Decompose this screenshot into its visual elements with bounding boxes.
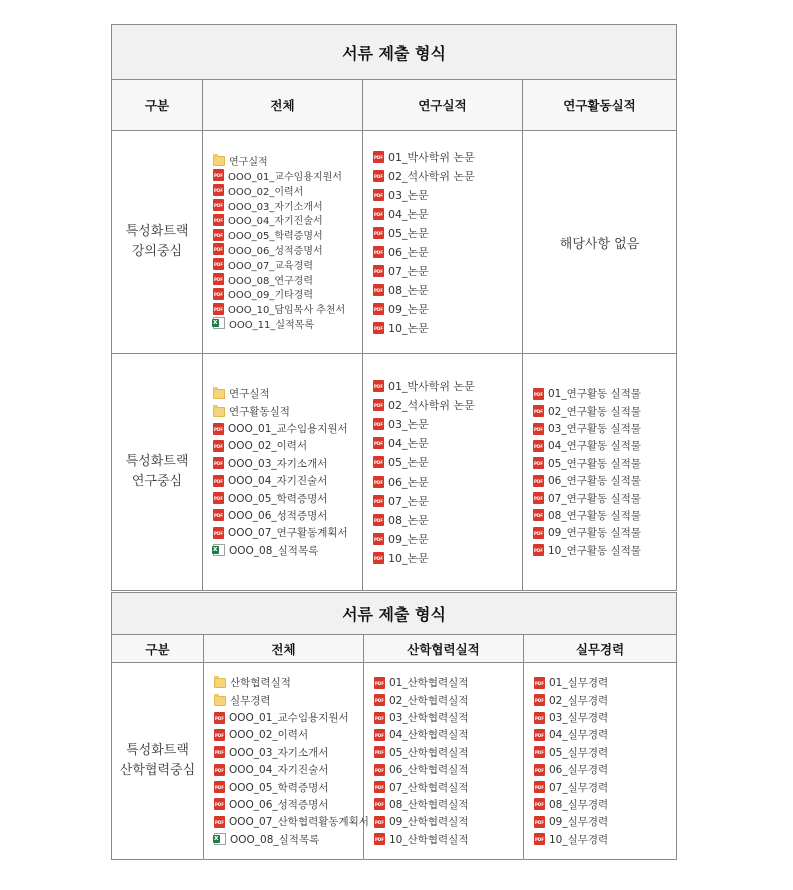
pdf-icon [534,712,545,724]
pdf-icon [373,380,384,392]
file-item [374,796,523,813]
file-name: OOO_02_이력서 [228,440,308,453]
all-files-cell [203,131,363,354]
pdf-icon [214,712,225,724]
pdf-icon [373,476,384,488]
file-name: 08_산학협력실적 [389,798,469,811]
file-name: 06_논문 [388,245,429,259]
excel-icon [213,544,225,556]
file-item [213,257,362,272]
pdf-icon [533,544,544,556]
folder-icon [213,389,225,399]
file-name: 02_산학협력실적 [389,694,469,707]
header-all: 전체 [203,80,363,131]
file-item [373,472,522,491]
folder-icon [214,678,226,688]
file-name: 05_논문 [388,456,429,470]
file-item [373,204,522,223]
pdf-icon [373,151,384,163]
file-name: OOO_01_교수임용지원서 [228,423,348,436]
file-item [214,674,363,691]
pdf-icon [533,423,544,435]
pdf-icon [214,746,225,758]
file-name: OOO_05_학력증명서 [228,231,323,243]
file-name: 08_실무경력 [549,798,609,811]
row-label [112,131,203,354]
file-name: 07_연구활동 실적물 [548,492,641,505]
file-item [534,761,676,778]
research-files-cell [363,354,523,591]
file-item [373,549,522,568]
pdf-icon [373,246,384,258]
file-item [213,507,362,524]
pdf-icon [373,456,384,468]
file-item [214,778,363,795]
all-files-cell [204,663,369,860]
submission-format-table-1 [111,24,677,591]
file-item [534,778,676,795]
file-name: OOO_01_교수임용지원서 [229,712,349,725]
pdf-icon [213,199,224,211]
file-name: 산학협력실적 [230,677,291,690]
file-name: 07_실무경력 [549,781,609,794]
industry-files-cell [364,663,524,860]
pdf-icon [213,509,224,521]
file-name: OOO_06_성적증명서 [228,245,323,257]
header-all: 전체 [204,635,364,663]
file-item [214,813,369,830]
pdf-icon [213,440,224,452]
file-name: OOO_07_연구활동계획서 [228,527,348,540]
file-item [213,472,362,489]
file-item [533,437,676,454]
file-item [373,414,522,433]
file-name: OOO_04_자기진술서 [228,216,323,228]
folder-icon [213,407,225,417]
excel-icon [213,317,225,329]
file-name: 10_논문 [388,321,429,335]
pdf-icon [533,527,544,539]
file-name: 04_산학협력실적 [389,729,469,742]
file-item [214,831,363,848]
file-name: 05_실무경력 [549,746,609,759]
file-item [533,420,676,437]
file-name: 08_연구활동 실적물 [548,509,641,522]
file-item [534,744,676,761]
file-name: OOO_04_자기진술서 [229,764,329,777]
file-name: 01_실무경력 [549,677,609,690]
row-label [112,354,203,591]
pdf-icon [374,677,385,689]
file-name: 10_실무경력 [549,833,609,846]
pdf-icon [213,527,224,539]
file-name: 02_석사학위 논문 [388,398,475,412]
pdf-icon [374,798,385,810]
file-name: 01_산학협력실적 [389,677,469,690]
header-research-activity: 연구활동실적 [523,80,677,131]
pdf-icon [373,208,384,220]
pdf-icon [534,798,545,810]
activity-files-cell [523,354,677,591]
excel-icon [214,833,226,845]
file-item [213,272,362,287]
pdf-icon [373,495,384,507]
table-title: 서류 제출 형식 [112,593,677,635]
file-name: 03_산학협력실적 [389,712,469,725]
file-name: 10_연구활동 실적물 [548,544,641,557]
file-item [373,242,522,261]
pdf-icon [213,492,224,504]
file-item [374,778,523,795]
file-item [533,507,676,524]
file-name: 06_산학협력실적 [389,764,469,777]
file-item [214,691,363,708]
file-item [213,489,362,506]
file-item [534,691,676,708]
pdf-icon [373,437,384,449]
pdf-icon [213,229,224,241]
pdf-icon [534,677,545,689]
file-item [374,709,523,726]
file-item [214,709,363,726]
file-name: 06_논문 [388,475,429,489]
pdf-icon [374,781,385,793]
file-item [214,761,363,778]
file-item [213,286,362,301]
pdf-icon [533,440,544,452]
pdf-icon [214,798,225,810]
file-item [374,813,523,830]
pdf-icon [534,781,545,793]
file-name: 07_산학협력실적 [389,781,469,794]
pdf-icon [533,405,544,417]
folder-icon [214,696,226,706]
file-item [373,261,522,280]
file-list [363,147,522,337]
pdf-icon [373,322,384,334]
file-item [373,395,522,414]
file-item [533,524,676,541]
file-name: 07_논문 [388,494,429,508]
career-files-cell [524,663,677,860]
file-list [204,674,369,848]
file-name: 06_연구활동 실적물 [548,475,641,488]
file-list [364,674,523,848]
file-list [363,376,522,568]
pdf-icon [373,552,384,564]
file-item [373,530,522,549]
file-name: 연구실적 [229,388,270,401]
pdf-icon [373,514,384,526]
file-name: OOO_06_성적증명서 [228,509,328,522]
file-item [213,212,362,227]
pdf-icon [533,509,544,521]
file-item [373,147,522,166]
file-name: 02_석사학위 논문 [388,169,475,183]
file-name: OOO_03_자기소개서 [228,201,323,213]
file-item [373,318,522,337]
file-item [373,434,522,453]
file-name: 02_실무경력 [549,694,609,707]
pdf-icon [374,729,385,741]
table-row [112,354,677,591]
file-item [213,168,362,183]
file-name: OOO_02_이력서 [228,186,304,198]
file-name: 실무경력 [230,694,271,707]
file-item [533,385,676,402]
pdf-icon [373,303,384,315]
file-item [374,744,523,761]
pdf-icon [374,833,385,845]
file-item [534,813,676,830]
row-label-line: 강의중심 [131,244,183,259]
file-name: 06_실무경력 [549,764,609,777]
file-name: 05_연구활동 실적물 [548,457,641,470]
pdf-icon [213,457,224,469]
header-work-experience: 실무경력 [524,635,677,663]
file-item [213,153,362,168]
file-item [534,674,676,691]
pdf-icon [533,492,544,504]
file-name: OOO_05_학력증명서 [228,492,328,505]
pdf-icon [214,816,225,828]
file-list [523,385,676,559]
header-research: 연구실적 [363,80,523,131]
file-item [213,437,362,454]
file-item [534,709,676,726]
file-item [374,831,523,848]
file-name: 04_실무경력 [549,729,609,742]
pdf-icon [373,170,384,182]
submission-format-table-2 [111,592,677,860]
file-name: OOO_06_성적증명서 [229,798,329,811]
pdf-icon [534,816,545,828]
file-item [214,744,363,761]
file-name: 10_논문 [388,552,429,566]
pdf-icon [373,418,384,430]
file-item [213,198,362,213]
file-name: 05_산학협력실적 [389,746,469,759]
row-label-line: 특성화트랙 [126,743,189,758]
file-item [533,489,676,506]
header-category: 구분 [112,635,204,663]
pdf-icon [534,764,545,776]
not-applicable-text: 해당사항 없음 [523,131,677,354]
pdf-icon [534,729,545,741]
file-item [214,726,363,743]
file-item [534,831,676,848]
file-name: 연구활동실적 [229,405,290,418]
file-list [203,153,362,331]
pdf-icon [213,243,224,255]
pdf-icon [373,189,384,201]
file-name: 연구실적 [229,157,268,169]
file-name: 03_논문 [388,418,429,432]
header-category: 구분 [112,80,203,131]
file-name: 04_연구활동 실적물 [548,440,641,453]
pdf-icon [533,457,544,469]
file-item [373,223,522,242]
file-name: OOO_08_실적목록 [230,833,320,846]
pdf-icon [533,388,544,400]
file-name: 09_실무경력 [549,816,609,829]
file-item [214,796,363,813]
pdf-icon [213,475,224,487]
pdf-icon [373,284,384,296]
file-item [374,726,523,743]
file-item [213,455,362,472]
file-name: 07_논문 [388,264,429,278]
file-item [373,453,522,472]
file-item [374,761,523,778]
file-name: 03_논문 [388,188,429,202]
file-name: 02_연구활동 실적물 [548,405,641,418]
pdf-icon [214,729,225,741]
pdf-icon [373,533,384,545]
file-name: OOO_07_산학협력활동계획서 [229,816,369,829]
pdf-icon [534,833,545,845]
file-item [213,524,362,541]
row-label-line: 특성화트랙 [125,224,189,239]
file-item [213,402,362,419]
all-files-cell [203,354,363,591]
file-item [373,280,522,299]
pdf-icon [534,746,545,758]
header-industry-cooperation: 산학협력실적 [364,635,524,663]
file-name: OOO_10_담임목사 추천서 [228,305,346,317]
pdf-icon [213,288,224,300]
file-item [373,299,522,318]
file-item [213,301,362,316]
pdf-icon [214,764,225,776]
file-name: 04_논문 [388,437,429,451]
file-item [534,796,676,813]
file-name: OOO_04_자기진술서 [228,475,328,488]
file-item [213,420,362,437]
file-item [533,402,676,419]
pdf-icon [373,265,384,277]
file-item [373,376,522,395]
file-name: OOO_07_교육경력 [228,260,313,272]
pdf-icon [373,227,384,239]
file-name: 09_연구활동 실적물 [548,527,641,540]
file-name: 01_박사학위 논문 [388,379,475,393]
file-name: OOO_11_실적목록 [229,319,314,331]
file-item [213,227,362,242]
file-name: OOO_03_자기소개서 [228,457,328,470]
pdf-icon [374,764,385,776]
file-name: OOO_02_이력서 [229,729,309,742]
pdf-icon [213,303,224,315]
file-name: 10_산학협력실적 [389,833,469,846]
file-item [533,542,676,559]
pdf-icon [373,399,384,411]
file-item [374,691,523,708]
pdf-icon [213,273,224,285]
file-name: 05_논문 [388,226,429,240]
pdf-icon [213,184,224,196]
file-name: 01_연구활동 실적물 [548,388,641,401]
file-item [213,183,362,198]
row-label-line: 특성화트랙 [125,454,189,469]
pdf-icon [213,258,224,270]
file-name: OOO_03_자기소개서 [229,746,329,759]
research-files-cell [363,131,523,354]
row-label-line: 연구중심 [131,474,183,489]
file-list [203,385,362,559]
file-name: OOO_08_연구경력 [228,275,313,287]
pdf-icon [533,475,544,487]
table-title: 서류 제출 형식 [112,25,677,80]
file-name: 09_산학협력실적 [389,816,469,829]
pdf-icon [374,712,385,724]
row-label-line: 산학협력중심 [119,763,196,778]
file-item [213,385,362,402]
pdf-icon [213,214,224,226]
file-name: 01_박사학위 논문 [388,150,475,164]
file-item [373,491,522,510]
file-name: 03_실무경력 [549,712,609,725]
table-row [112,663,677,860]
folder-icon [213,156,225,166]
file-item [374,674,523,691]
file-name: 03_연구활동 실적물 [548,423,641,436]
file-name: OOO_08_실적목록 [229,544,319,557]
pdf-icon [374,746,385,758]
file-name: OOO_05_학력증명서 [229,781,329,794]
file-item [533,455,676,472]
row-label [112,663,204,860]
file-item [213,242,362,257]
file-name: OOO_01_교수임용지원서 [228,171,342,183]
file-item [534,726,676,743]
pdf-icon [374,816,385,828]
pdf-icon [534,694,545,706]
file-item [373,166,522,185]
pdf-icon [213,169,224,181]
table-row [112,131,677,354]
file-name: 08_논문 [388,513,429,527]
file-item [213,316,362,331]
pdf-icon [214,781,225,793]
file-item [533,472,676,489]
file-name: OOO_09_기타경력 [228,290,313,302]
file-item [213,542,362,559]
file-name: 04_논문 [388,207,429,221]
file-item [373,510,522,529]
file-name: 08_논문 [388,283,429,297]
file-item [373,185,522,204]
file-list [524,674,676,848]
pdf-icon [374,694,385,706]
file-name: 09_논문 [388,533,429,547]
pdf-icon [213,423,224,435]
file-name: 09_논문 [388,302,429,316]
